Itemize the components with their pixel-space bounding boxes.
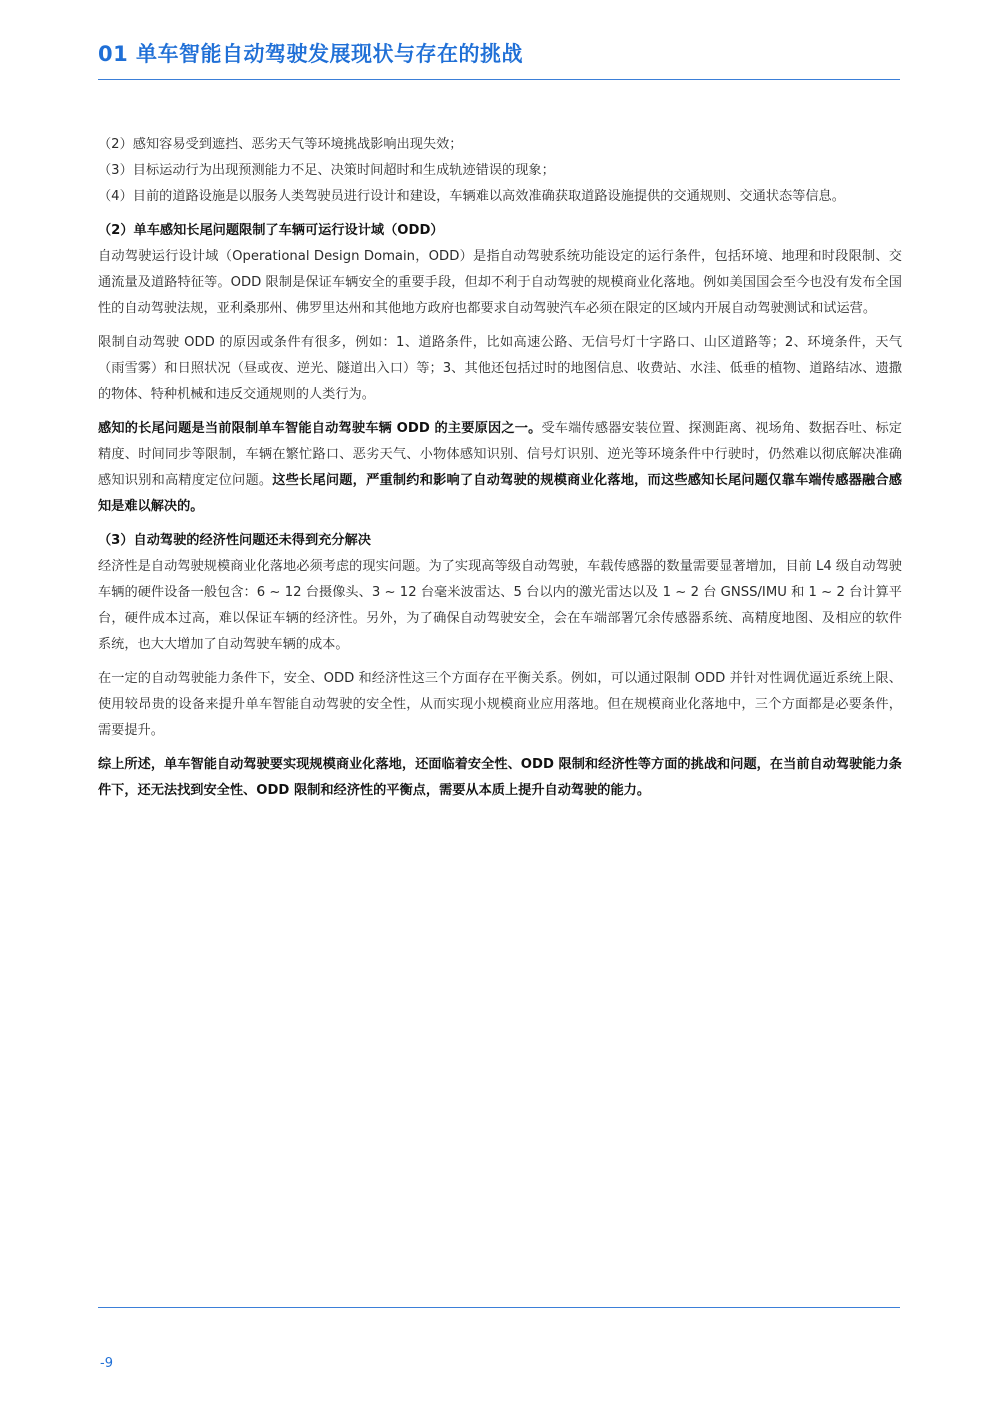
page-title: 01 单车智能自动驾驶发展现状与存在的挑战 — [98, 42, 524, 66]
long-tail-conclusion: 这些长尾问题，严重制约和影响了自动驾驶的规模商业化落地，而这些感知长尾问题仅靠车端传感器融合感知是难以解决的。 — [98, 473, 902, 514]
list-item — [98, 184, 902, 210]
list-item — [98, 158, 902, 184]
paragraph-balance: 在一定的自动驾驶能力条件下，安全、ODD 和经济性这三个方面存在平衡关系。例如，可以通过限制 ODD 并针对性调优逼近系统上限、使用较昂贵的设备来提升单车智能自动驾驶的安全性，从而实现小规模商业应用落地。但在规模商业化落地中，三个方面都是必要条件，需要提升。 — [98, 671, 902, 738]
paragraph-odd-definition: 自动驾驶运行设计域（Operational Design Domain，ODD）是指自动驾驶系统功能设定的运行条件，包括环境、地理和时段限制、交通流量及道路特征等。ODD 限制是保证车辆安全的重要手段，但却不利于自动驾驶的规模商业化落地。例如美国国会至今也没有发布全国性的自动驾驶法规，亚利桑那州、佛罗里达州和其他地方政府也都要求自动驾驶汽车必须在限定的区域内开展自动驾驶测试和试运营。 — [98, 249, 902, 316]
list-item-text: 感知容易受到遮挡、恶劣天气等环境挑战影响出现失效； — [132, 137, 463, 152]
main-content — [98, 132, 902, 804]
list-item-number: （3） — [98, 163, 133, 178]
paragraph-economy: 经济性是自动驾驶规模商业化落地必须考虑的现实问题。为了实现高等级自动驾驶，车载传感器的数量需要显著增加，目前 L4 级自动驾驶车辆的硬件设备一般包含：6 ~ 12 台摄像头、3 ~ 12 台毫米波雷达、5 台以内的激光雷达以及 1 ~ 2 台 GNSS/IMU 和 1 ~ 2 台计算平台，硬件成本过高，难以保证车辆的经济性。另外，为了确保自动驾驶安全，会在车端部署冗余传感器系统、高精度地图、及相应的软件系统，也大大增加了自动驾驶车辆的成本。 — [98, 559, 902, 652]
paragraph-odd-conditions: 限制自动驾驶 ODD 的原因或条件有很多，例如：1、道路条件，比如高速公路、无信号灯十字路口、山区道路等；2、环境条件，天气（雨雪雾）和日照状况（昼或夜、逆光、隧道出入口）等；3、其他还包括过时的地图信息、收费站、水洼、低垂的植物、道路结冰、遗撒的物体、特种机械和违反交通规则的人类行为。 — [98, 335, 902, 402]
list-item-number: （2） — [98, 137, 133, 152]
header-divider — [98, 79, 900, 80]
long-tail-explanation: 受车端传感器安装位置、探测距离、视场角、数据吞吐、标定精度、时间同步等限制，车辆在繁忙路口、恶劣天气、小物体感知识别、信号灯识别、逆光等环境条件中行驶时，仍然难以彻底解决准确感知识别和高精度定位问题。 — [98, 421, 902, 488]
page-number: -9 — [100, 1356, 113, 1371]
list-item-text: 目前的道路设施是以服务人类驾驶员进行设计和建设，车辆难以高效准确获取道路设施提供的交通规则、交通状态等信息。 — [132, 189, 845, 204]
list-item — [98, 132, 902, 158]
list-item-text: 目标运动行为出现预测能力不足、决策时间超时和生成轨迹错误的现象； — [132, 163, 555, 178]
paragraph-long-tail — [98, 416, 902, 520]
long-tail-key-statement: 感知的长尾问题是当前限制单车智能自动驾驶车辆 ODD 的主要原因之一。 — [98, 421, 542, 436]
list-item-number: （4） — [98, 189, 133, 204]
section-heading-economy: （3）自动驾驶的经济性问题还未得到充分解决 — [98, 533, 371, 548]
footer-divider — [98, 1307, 900, 1308]
section-heading-odd: （2）单车感知长尾问题限制了车辆可运行设计域（ODD） — [98, 223, 444, 238]
paragraph-summary: 综上所述，单车智能自动驾驶要实现规模商业化落地，还面临着安全性、ODD 限制和经济性等方面的挑战和问题，在当前自动驾驶能力条件下，还无法找到安全性、ODD 限制和经济性的平衡点，需要从本质上提升自动驾驶的能力。 — [98, 757, 902, 798]
